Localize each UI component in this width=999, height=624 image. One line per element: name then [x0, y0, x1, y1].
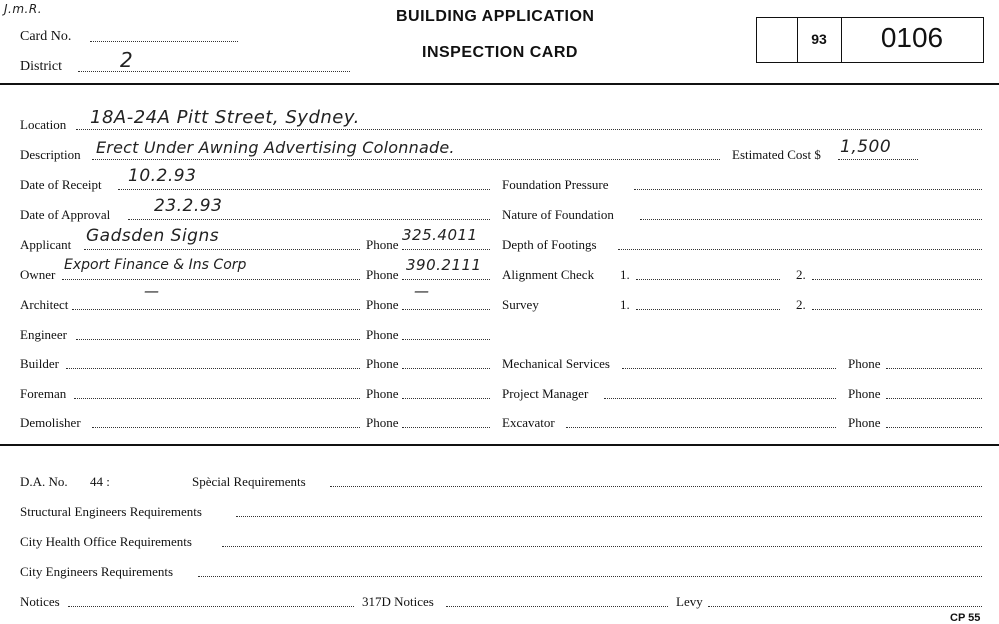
- card-no-field[interactable]: [90, 41, 238, 42]
- notices-field[interactable]: [68, 606, 354, 607]
- applicant-phone-field[interactable]: [402, 249, 490, 250]
- nature-foundation-label: Nature of Foundation: [502, 207, 614, 222]
- description-field[interactable]: [92, 159, 720, 160]
- architect-label: Architect: [20, 297, 69, 312]
- form-title: BUILDING APPLICATION: [396, 8, 595, 25]
- foreman-label: Foreman: [20, 386, 67, 401]
- date-approval-label: Date of Approval: [20, 207, 111, 222]
- depth-footings-label: Depth of Footings: [502, 237, 597, 252]
- notices-317d-field[interactable]: [446, 606, 668, 607]
- engineer-phone-field[interactable]: [402, 339, 490, 340]
- foundation-pressure-label: Foundation Pressure: [502, 177, 609, 192]
- form-subtitle: INSPECTION CARD: [422, 44, 578, 61]
- location-label: Location: [20, 117, 67, 132]
- applicant-phone-value: 325.4011: [402, 226, 478, 244]
- notices-317d-label: 317D Notices: [362, 594, 434, 609]
- district-field[interactable]: [78, 71, 350, 72]
- applicant-field[interactable]: [84, 249, 360, 250]
- builder-phone-label: Phone: [366, 356, 399, 371]
- initials: J.m.R.: [4, 2, 43, 16]
- excavator-phone-field[interactable]: [886, 427, 982, 428]
- da-no-value: 44 :: [90, 474, 110, 489]
- estimated-cost-field[interactable]: [838, 159, 918, 160]
- applicant-value: Gadsden Signs: [86, 226, 220, 246]
- levy-label: Levy: [676, 594, 703, 609]
- date-approval-value: 23.2.93: [154, 196, 223, 216]
- engineer-phone-label: Phone: [366, 327, 399, 342]
- owner-value: Export Finance & Ins Corp: [64, 257, 247, 273]
- engineer-label: Engineer: [20, 327, 67, 342]
- demolisher-phone-field[interactable]: [402, 427, 490, 428]
- estimated-cost-label: Estimated Cost $: [732, 147, 821, 162]
- alignment-check-label: Alignment Check: [502, 267, 595, 282]
- form-code: CP 55: [950, 612, 981, 624]
- health-field[interactable]: [222, 546, 982, 547]
- foundation-pressure-field[interactable]: [634, 189, 982, 190]
- structural-label: Structural Engineers Requirements: [20, 504, 202, 519]
- date-receipt-field[interactable]: [118, 189, 490, 190]
- survey-1-label: 1.: [620, 297, 630, 312]
- builder-field[interactable]: [66, 368, 360, 369]
- city-engineers-field[interactable]: [198, 576, 982, 577]
- mechanical-phone-field[interactable]: [886, 368, 982, 369]
- levy-field[interactable]: [708, 606, 982, 607]
- depth-footings-field[interactable]: [618, 249, 982, 250]
- owner-phone-field[interactable]: [402, 279, 490, 280]
- district-label: District: [20, 59, 62, 74]
- survey-2-label: 2.: [796, 297, 806, 312]
- excavator-label: Excavator: [502, 415, 555, 430]
- date-approval-field[interactable]: [128, 219, 490, 220]
- district-value: 2: [120, 48, 134, 72]
- survey-label: Survey: [502, 297, 539, 312]
- architect-phone-value: —: [414, 282, 430, 300]
- owner-phone-label: Phone: [366, 267, 399, 282]
- foreman-phone-label: Phone: [366, 386, 399, 401]
- description-label: Description: [20, 147, 81, 162]
- special-requirements-field[interactable]: [330, 486, 982, 487]
- card-no-label: Card No.: [20, 29, 72, 44]
- city-engineers-label: City Engineers Requirements: [20, 564, 174, 579]
- project-manager-phone-label: Phone: [848, 386, 881, 401]
- da-no-label: D.A. No.: [20, 474, 68, 489]
- notices-label: Notices: [20, 594, 60, 609]
- excavator-field[interactable]: [566, 427, 836, 428]
- card-number-box: [756, 17, 984, 63]
- foreman-phone-field[interactable]: [402, 398, 490, 399]
- structural-field[interactable]: [236, 516, 982, 517]
- mechanical-label: Mechanical Services: [502, 356, 610, 371]
- mechanical-field[interactable]: [622, 368, 836, 369]
- mechanical-phone-label: Phone: [848, 356, 881, 371]
- owner-label: Owner: [20, 267, 56, 282]
- owner-phone-value: 390.2111: [406, 256, 482, 274]
- architect-phone-label: Phone: [366, 297, 399, 312]
- estimated-cost-value: 1,500: [840, 137, 892, 157]
- date-receipt-label: Date of Receipt: [20, 177, 102, 192]
- engineer-field[interactable]: [76, 339, 360, 340]
- alignment-2-field[interactable]: [812, 279, 982, 280]
- project-manager-label: Project Manager: [502, 386, 589, 401]
- health-label: City Health Office Requirements: [20, 534, 192, 549]
- architect-phone-field[interactable]: [402, 309, 490, 310]
- section-divider: [0, 444, 999, 446]
- architect-value: —: [144, 282, 160, 300]
- applicant-phone-label: Phone: [366, 237, 399, 252]
- owner-field[interactable]: [62, 279, 360, 280]
- foreman-field[interactable]: [74, 398, 360, 399]
- date-receipt-value: 10.2.93: [128, 166, 197, 186]
- location-value: 18A-24A Pitt Street, Sydney.: [90, 107, 360, 128]
- demolisher-phone-label: Phone: [366, 415, 399, 430]
- project-manager-field[interactable]: [604, 398, 836, 399]
- applicant-label: Applicant: [20, 237, 72, 252]
- alignment-1-field[interactable]: [636, 279, 780, 280]
- card-number: 0106: [880, 22, 944, 53]
- project-manager-phone-field[interactable]: [886, 398, 982, 399]
- demolisher-field[interactable]: [92, 427, 360, 428]
- location-field[interactable]: [76, 129, 982, 130]
- survey-2-field[interactable]: [812, 309, 982, 310]
- architect-field[interactable]: [72, 309, 360, 310]
- special-requirements-label: Spècial Requirements: [192, 474, 306, 489]
- nature-foundation-field[interactable]: [640, 219, 982, 220]
- demolisher-label: Demolisher: [20, 415, 81, 430]
- builder-label: Builder: [20, 356, 59, 371]
- description-value: Erect Under Awning Advertising Colonnade.: [96, 138, 455, 157]
- survey-1-field[interactable]: [636, 309, 780, 310]
- excavator-phone-label: Phone: [848, 415, 881, 430]
- header-divider: [0, 83, 999, 85]
- alignment-1-label: 1.: [620, 267, 630, 282]
- card-year: 93: [811, 31, 827, 47]
- alignment-2-label: 2.: [796, 267, 806, 282]
- builder-phone-field[interactable]: [402, 368, 490, 369]
